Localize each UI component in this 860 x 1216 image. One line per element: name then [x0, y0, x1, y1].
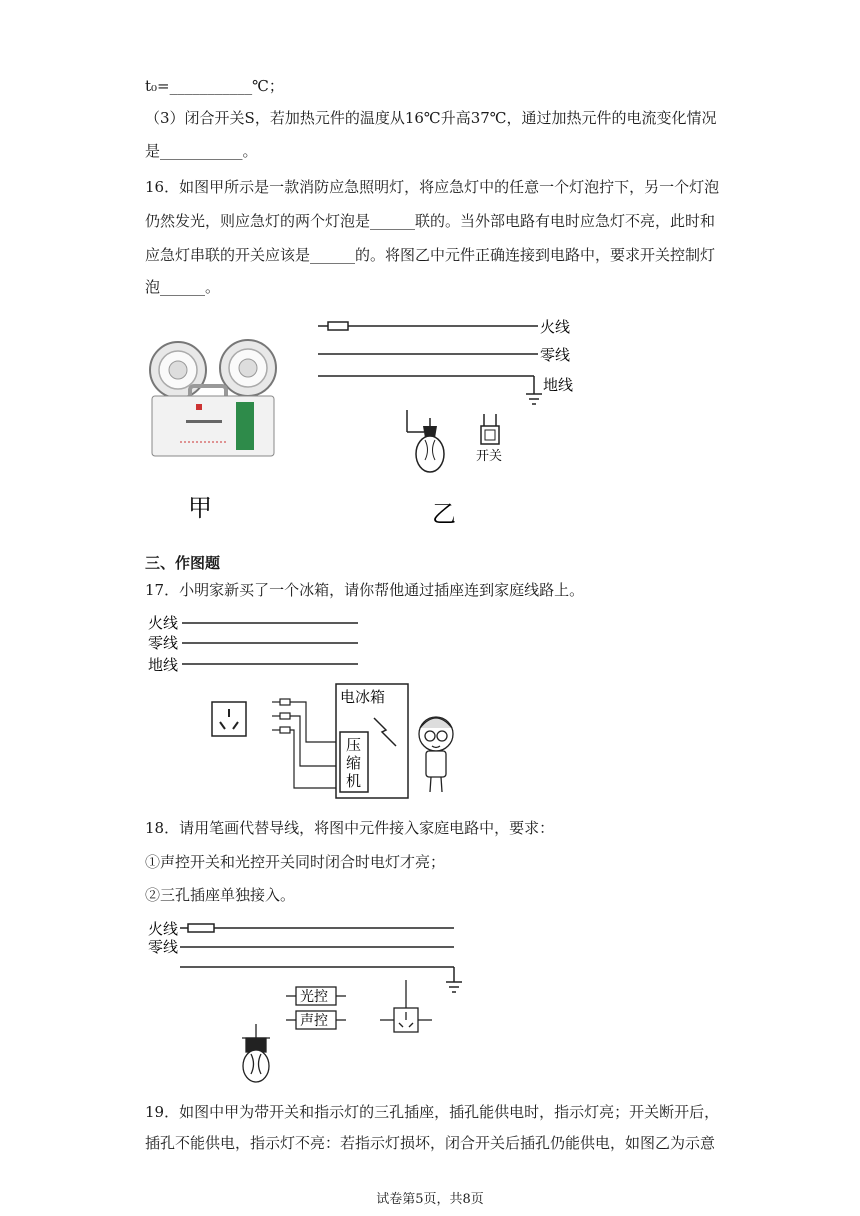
figure-label-yi: 乙	[432, 500, 456, 528]
live-wire-label: 火线	[148, 920, 179, 938]
bulb	[242, 1024, 270, 1082]
ground-symbol	[446, 982, 462, 992]
text-line-3: 是___________。	[145, 142, 258, 160]
fridge-plug	[272, 699, 340, 788]
text-line-9: 17．小明家新买了一个冰箱，请你帮他通过插座连到家庭线路上。	[145, 581, 585, 599]
ground-wire-label: 地线	[543, 376, 574, 394]
fridge-label: 电冰箱	[340, 688, 386, 706]
compressor-char-1: 压	[346, 736, 362, 754]
section-heading: 三、作图题	[145, 554, 221, 572]
text-line-5: 仍然发光，则应急灯的两个灯泡是______联的。当外部电路有电时应急灯不亮，此时和	[145, 212, 716, 230]
neutral-wire-label: 零线	[148, 634, 179, 652]
fuse	[328, 322, 348, 330]
text-line-4: 16．如图甲所示是一款消防应急照明灯，将应急灯中的任意一个灯泡拧下，另一个灯泡	[145, 178, 720, 196]
neutral-wire-label: 零线	[148, 938, 179, 956]
figure-label-jia: 甲	[188, 494, 212, 522]
live-wire-label: 火线	[540, 318, 571, 336]
ground-wire-label: 地线	[148, 656, 179, 674]
wall-socket	[212, 702, 246, 736]
wiring-figure-yi	[310, 310, 600, 530]
fuse	[188, 924, 214, 932]
emergency-lamp-figure	[140, 338, 310, 528]
lamp-body	[152, 396, 274, 456]
fridge-wiring-figure	[140, 610, 480, 810]
light-control-label: 光控	[300, 989, 328, 1005]
switch	[481, 414, 499, 444]
lamp-head-right	[220, 340, 276, 396]
boy-cartoon	[419, 717, 453, 792]
text-line-11: ①声控开关和光控开关同时闭合时电灯才亮；	[145, 853, 446, 871]
text-line-12: ②三孔插座单独接入。	[145, 886, 296, 904]
compressor-char-2: 缩	[346, 754, 362, 772]
sound-control-switch	[286, 1011, 346, 1029]
sound-control-label: 声控	[300, 1013, 328, 1029]
text-line-1: t₀=___________℃；	[145, 77, 284, 95]
sensor-switch-wiring-figure	[140, 914, 480, 1086]
compressor-char-3: 机	[346, 772, 362, 790]
light-control-switch	[286, 987, 346, 1005]
three-hole-socket	[380, 980, 432, 1032]
switch-label: 开关	[476, 449, 503, 464]
text-line-2: （3）闭合开关S，若加热元件的温度从16℃升高37℃，通过加热元件的电流变化情况	[145, 109, 717, 127]
neutral-wire-label: 零线	[540, 346, 571, 364]
page-footer: 试卷第5页，共8页	[376, 1192, 484, 1207]
text-line-6: 应急灯串联的开关应该是______的。将图乙中元件正确连接到电路中，要求开关控制灯	[145, 246, 716, 264]
text-line-10: 18．请用笔画代替导线，将图中元件接入家庭电路中，要求：	[145, 819, 555, 837]
lamp-head-left	[150, 342, 206, 398]
text-line-14: 插孔不能供电，指示灯不亮：若指示灯损坏，闭合开关后插孔仍能供电，如图乙为示意	[145, 1134, 716, 1152]
ground-symbol	[526, 394, 542, 404]
bulb	[407, 410, 444, 472]
text-line-13: 19．如图中甲为带开关和指示灯的三孔插座，插孔能供电时，指示灯亮；开关断开后，	[145, 1103, 720, 1121]
text-line-7: 泡______。	[145, 278, 221, 296]
live-wire-label: 火线	[148, 614, 179, 632]
